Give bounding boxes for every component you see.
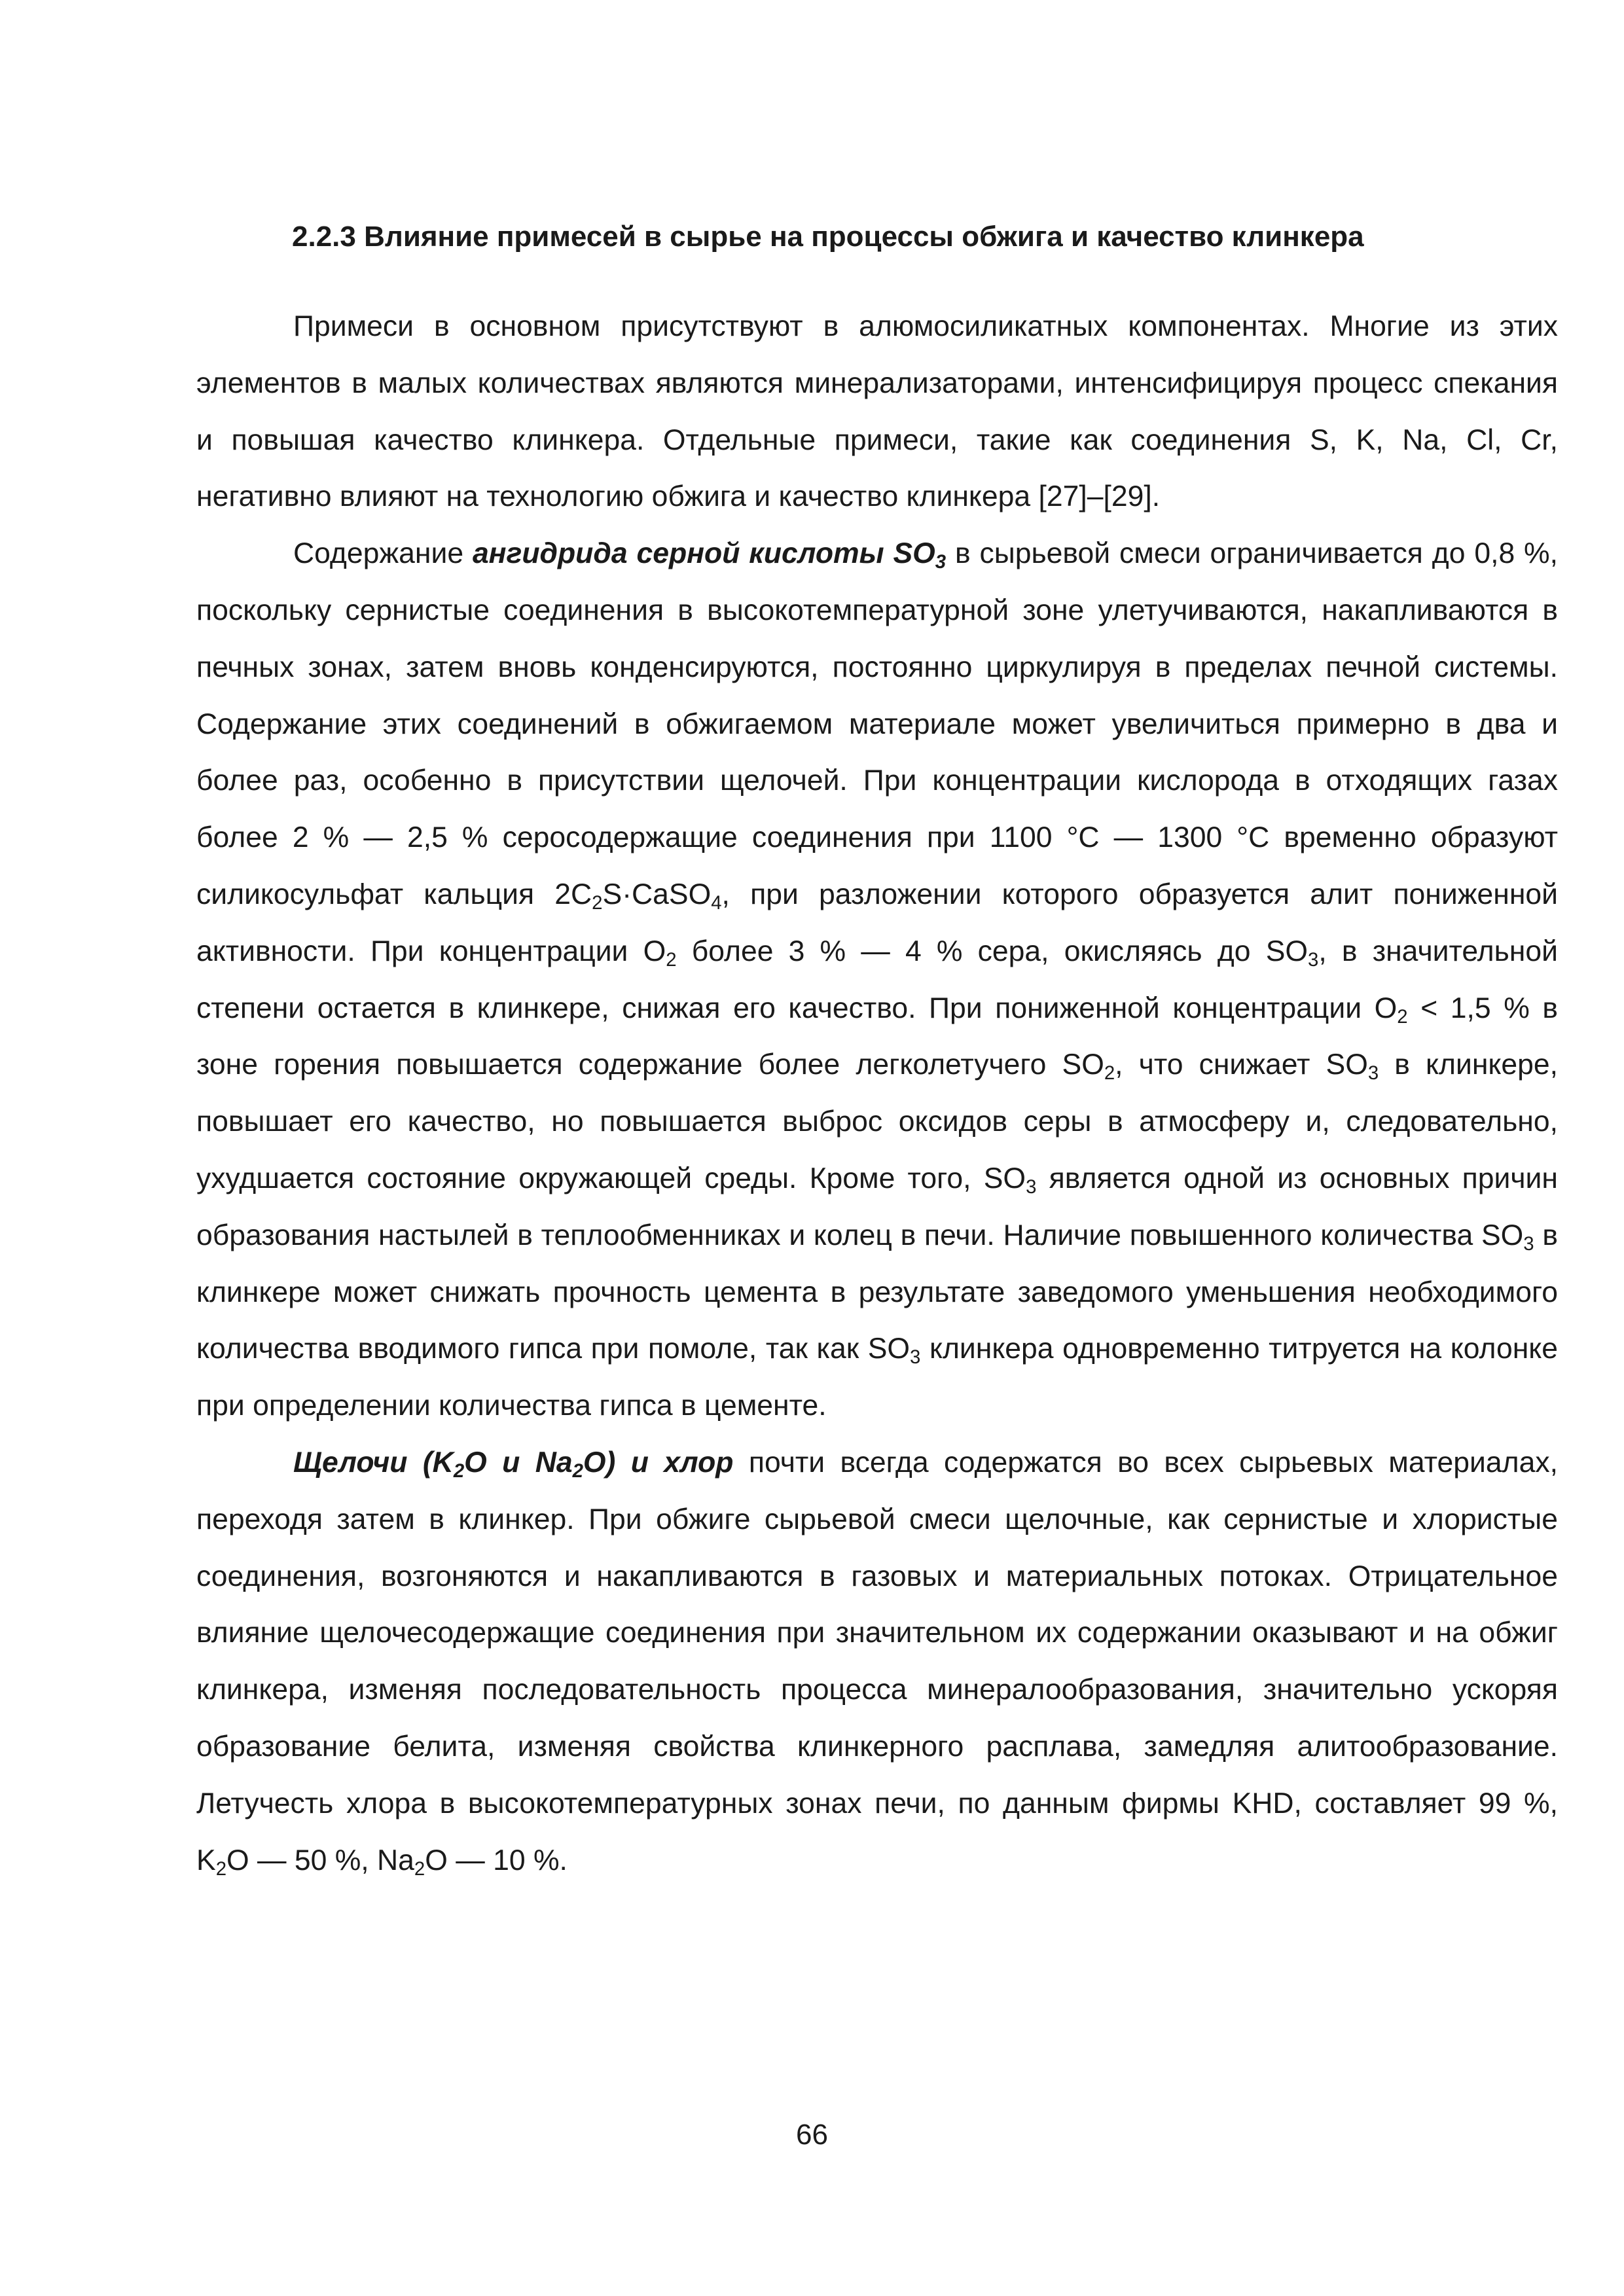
paragraph-sulfur: Содержание ангидрида серной кислоты $SO_3$ в сырьевой смеси ограничивается до 0,8 %, поскольку сернистые соединения в высокотемпературной зоне улетучиваются, накапливаются в печных зонах, затем вновь конденсируются, постоянно циркулируя в пределах печной системы. Содержание этих соединений в обжигаемом материале может увеличиться примерно в два и более раз, особенно в присутствии щелочей. При концентрации кислорода в отходящих газах более 2 % — 2,5 % серосодержащие соединения при 1100 °С — 1300 °С временно образуют силикосульфат кальция $2C_2S\cdot CaSO_4$, при разложении которого образуется алит пониженной активности. При концентрации $O_2$ более 3 % — 4 % сера, окисляясь до $SO_3$, в значительной степени остается в клинкере, снижая его качество. При пониженной концентрации $O_2 < 1,5$ % в зоне горения повышается содержание более легколетучего $SO_2$, что снижает $SO_3$ в клинкере, повышает его качество, но повышается выброс оксидов серы в атмосферу и, следовательно, ухудшается состояние окружающей среды. Кроме того, $SO_3$ является одной из основных причин образования настылей в теплообменниках и колец в печи. Наличие повышенного количества $SO_3$ в клинкере может снижать прочность цемента в результате заведомого уменьшения необходимого количества вводимого гипса при помоле, так как $SO_3$ клинкера одновременно титруется на колонке при определении количества гипса в цементе. [196,537,1559,1422]
paragraph-alkali-chlorine: Щелочи ($K_2O$ и $Na_2O$) и хлор почти всегда содержатся во всех сырьевых материалах, переходя затем в клинкер. При обжиге сырьевой смеси щелочные, как сернистые и хлористые соединения, возгоняются и накапливаются в газовых и материальных потоках. Отрицательное влияние щелочесодержащие соединения при значительном их содержании оказывают и на обжиг клинкера, изменяя последовательность процесса минералообразования, значительно ускоряя образование белита, изменяя свойства клинкерного расплава, замедляя алитообразование. Летучесть хлора в высокотемпературных зонах печи, по данным фирмы KHD, составляет 99 %, $K_2O$ — 50 %, $Na_2O$ — 10 %. [196,1446,1558,1880]
paragraph-impurities: Примеси в основном присутствуют в алюмосиликатных компонентах. Многие из этих элементов в малых количествах являются минерализаторами, интенсифицируя процесс спекания и повышая качество клинкера. Отдельные примеси, такие как соединения S, K, Na, Cl, Cr, негативно влияют на технологию обжига и качество клинкера [27]–[29]. [196,310,1558,513]
term-sulfuric-anhydride: ангидрида серной кислоты $SO_3$ [472,537,947,573]
term-alkali-chlorine: Щелочи ($K_2O$ и $Na_2O$) и хлор [293,1446,734,1482]
body-text [196,298,1558,1889]
paragraph-sulfur-lead: Содержание [293,537,473,570]
page-number: 66 [796,2119,828,2151]
section-heading: 2.2.3 Влияние примесей в сырье на процессы обжига и качество клинкера [292,221,1364,253]
